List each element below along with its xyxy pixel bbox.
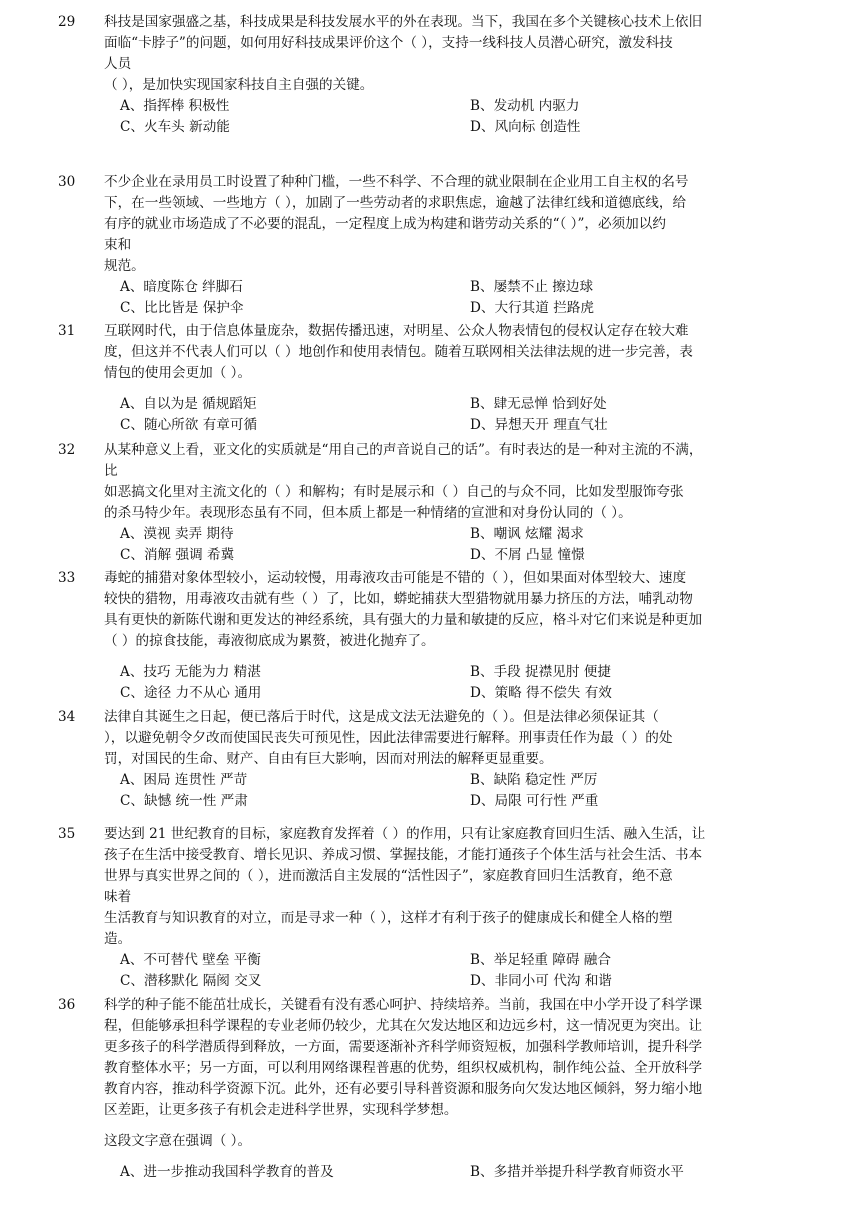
option-row	[104, 96, 794, 117]
stem-line: 教育整体水平；另一方面，可以利用网络课程普惠的优势，组织权威机构，制作纯公益、全开放科学	[104, 1060, 703, 1076]
stem-line: 束和	[104, 237, 132, 253]
stem-line: 程，但能够承担科学课程的专业老师仍较少，尤其在欠发达地区和边远乡村，这一情况更为突出。让	[104, 1018, 703, 1034]
option-row	[104, 950, 794, 971]
option-d: D、非同小可 代沟 和谐	[470, 973, 612, 989]
stem-line: 较快的猎物，用毒液攻击就有些（ ）了，比如，蟒蛇捕获大型猎物就用暴力挤压的方法，哺乳动物	[104, 591, 693, 607]
question-number: 35	[58, 826, 76, 842]
option-row	[104, 277, 794, 298]
question-number: 33	[58, 570, 76, 586]
option-a: A、进一步推动我国科学教育的普及	[120, 1164, 334, 1180]
question-stem	[104, 321, 794, 436]
stem-line: 要达到 21 世纪教育的目标，家庭教育发挥着（ ）的作用，只有让家庭教育回归生活、融入生活，让	[104, 826, 706, 842]
option-b: B、嘲讽 炫耀 渴求	[470, 526, 584, 542]
stem-line: 有序的就业市场造成了不必要的混乱，一定程度上成为构建和谐劳动关系的“（ ）”，必须加以约	[104, 216, 666, 232]
question-stem	[104, 568, 794, 704]
question-stem	[104, 707, 794, 812]
stem-line: 味着	[104, 889, 132, 905]
stem-line: 具有更快的新陈代谢和更发达的神经系统，具有强大的力量和敏捷的反应，格斗对它们来说是种更加	[104, 612, 703, 628]
option-row	[104, 117, 794, 138]
option-b: B、屡禁不止 擦边球	[470, 279, 594, 295]
stem-line: 互联网时代，由于信息体量庞杂，数据传播迅速，对明星、公众人物表情包的侵权认定存在较大难	[104, 323, 689, 339]
stem-line: 下，在一些领域、一些地方（ ），加剧了一些劳动者的求职焦虑，逾越了法律红线和道德底线，给	[104, 195, 687, 211]
option-row	[104, 683, 794, 704]
question-number: 32	[58, 442, 76, 458]
option-c: C、火车头 新动能	[120, 119, 230, 135]
option-b: B、缺陷 稳定性 严厉	[470, 772, 598, 788]
option-a: A、自以为是 循规蹈矩	[120, 396, 257, 412]
stem-line: （ ），是加快实现国家科技自主自强的关键。	[104, 77, 374, 93]
stem-line: 法律自其诞生之日起，便已落后于时代，这是成文法无法避免的（ ）。但是法律必须保证其（	[104, 709, 659, 725]
stem-line: 科技是国家强盛之基，科技成果是科技发展水平的外在表现。当下，我国在多个关键核心技术上依旧	[104, 14, 703, 30]
option-d: D、风向标 创造性	[470, 119, 581, 135]
question-prompt: 这段文字意在强调（ ）。	[104, 1133, 252, 1149]
option-b: B、多措并举提升科学教育师资水平	[470, 1164, 684, 1180]
option-row	[104, 662, 794, 683]
question-stem	[104, 12, 794, 138]
stem-line: 不少企业在录用员工时设置了种种门槛，一些不科学、不合理的就业限制在企业用工自主权的名号	[104, 174, 689, 190]
stem-line: 的杀马特少年。表现形态虽有不同，但本质上都是一种情绪的宣泄和对身份认同的（ ）。	[104, 505, 632, 521]
option-row	[104, 394, 794, 415]
stem-line: 罚，对国民的生命、财产、自由有巨大影响，因而对刑法的解释更显重要。	[104, 751, 553, 767]
option-a: A、暗度陈仓 绊脚石	[120, 279, 243, 295]
option-row	[104, 545, 794, 566]
option-row	[104, 791, 794, 812]
stem-line: ），以避免朝令夕改而使国民丧失可预见性，因此法律需要进行解释。刑事责任作为最（ ）的处	[104, 730, 673, 746]
option-row	[104, 524, 794, 545]
stem-line: （ ）的掠食技能，毒液彻底成为累赘，被进化抛弃了。	[104, 633, 435, 649]
stem-line: 教育内容，推动科学资源下沉。此外，还有必要引导科普资源和服务向欠发达地区倾斜，努力缩小地	[104, 1081, 703, 1097]
question-stem	[104, 440, 794, 566]
stem-line: 从某种意义上看，亚文化的实质就是“用自己的声音说自己的话”。有时表达的是一种对主流的不满，	[104, 442, 703, 458]
option-c: C、途径 力不从心 通用	[120, 685, 262, 701]
option-d: D、不屑 凸显 憧憬	[470, 547, 585, 563]
option-row	[104, 1162, 794, 1183]
stem-line: 比	[104, 463, 118, 479]
option-row	[104, 298, 794, 319]
stem-line: 更多孩子的科学潜质得到释放，一方面，需要逐渐补齐科学师资短板，加强科学教师培训，提升科学	[104, 1039, 703, 1055]
option-a: A、不可替代 壁垒 平衡	[120, 952, 261, 968]
option-c: C、缺憾 统一性 严肃	[120, 793, 248, 809]
option-c: C、随心所欲 有章可循	[120, 417, 258, 433]
option-c: C、比比皆是 保护伞	[120, 300, 244, 316]
stem-line: 生活教育与知识教育的对立，而是寻求一种（ ），这样才有利于孩子的健康成长和健全人格的塑	[104, 910, 673, 926]
option-d: D、异想天开 理直气壮	[470, 417, 608, 433]
stem-line: 情包的使用会更加（ ）。	[104, 365, 252, 381]
stem-line: 科学的种子能不能茁壮成长，关键看有没有悉心呵护、持续培养。当前，我国在中小学开设了科学课	[104, 997, 703, 1013]
option-b: B、发动机 内驱力	[470, 98, 580, 114]
question-stem	[104, 824, 794, 992]
option-a: A、技巧 无能为力 精湛	[120, 664, 261, 680]
question-stem	[104, 172, 794, 319]
option-a: A、指挥棒 积极性	[120, 98, 230, 114]
question-number: 30	[58, 174, 76, 190]
option-row	[104, 770, 794, 791]
stem-line: 面临“卡脖子”的问题，如何用好科技成果评价这个（ ），支持一线科技人员潜心研究，激发科技	[104, 35, 673, 51]
option-row	[104, 415, 794, 436]
option-row	[104, 971, 794, 992]
option-b: B、举足轻重 障碍 融合	[470, 952, 611, 968]
option-d: D、大行其道 拦路虎	[470, 300, 594, 316]
stem-line: 世界与真实世界之间的（ ），进而激活自主发展的“活性因子”，家庭教育回归生活教育，绝不意	[104, 868, 673, 884]
question-number: 29	[58, 14, 76, 30]
stem-line: 规范。	[104, 258, 145, 274]
option-a: A、漠视 卖弄 期待	[120, 526, 234, 542]
option-d: D、局限 可行性 严重	[470, 793, 599, 809]
option-a: A、困局 连贯性 严苛	[120, 772, 248, 788]
question-number: 36	[58, 997, 76, 1013]
stem-line: 造。	[104, 931, 132, 947]
question-number: 34	[58, 709, 76, 725]
stem-line: 毒蛇的捕猎对象体型较小，运动较慢，用毒液攻击可能是不错的（ ），但如果面对体型较大、速度	[104, 570, 687, 586]
stem-line: 孩子在生活中接受教育、增长见识、养成习惯、掌握技能，才能打通孩子个体生活与社会生活、书本	[104, 847, 703, 863]
stem-line: 人员	[104, 56, 132, 72]
option-b: B、手段 捉襟见肘 便捷	[470, 664, 611, 680]
option-c: C、潜移默化 隔阂 交叉	[120, 973, 262, 989]
option-d: D、策略 得不偿失 有效	[470, 685, 612, 701]
stem-line: 区差距，让更多孩子有机会走进科学世界，实现科学梦想。	[104, 1102, 458, 1118]
option-b: B、肆无忌惮 恰到好处	[470, 396, 607, 412]
stem-line: 如恶搞文化里对主流文化的（ ）和解构；有时是展示和（ ）自己的与众不同，比如发型服饰夸张	[104, 484, 684, 500]
question-stem	[104, 995, 794, 1183]
stem-line: 度，但这并不代表人们可以（ ）地创作和使用表情包。随着互联网相关法律法规的进一步完善，表	[104, 344, 693, 360]
option-c: C、消解 强调 希冀	[120, 547, 235, 563]
question-number: 31	[58, 323, 76, 339]
